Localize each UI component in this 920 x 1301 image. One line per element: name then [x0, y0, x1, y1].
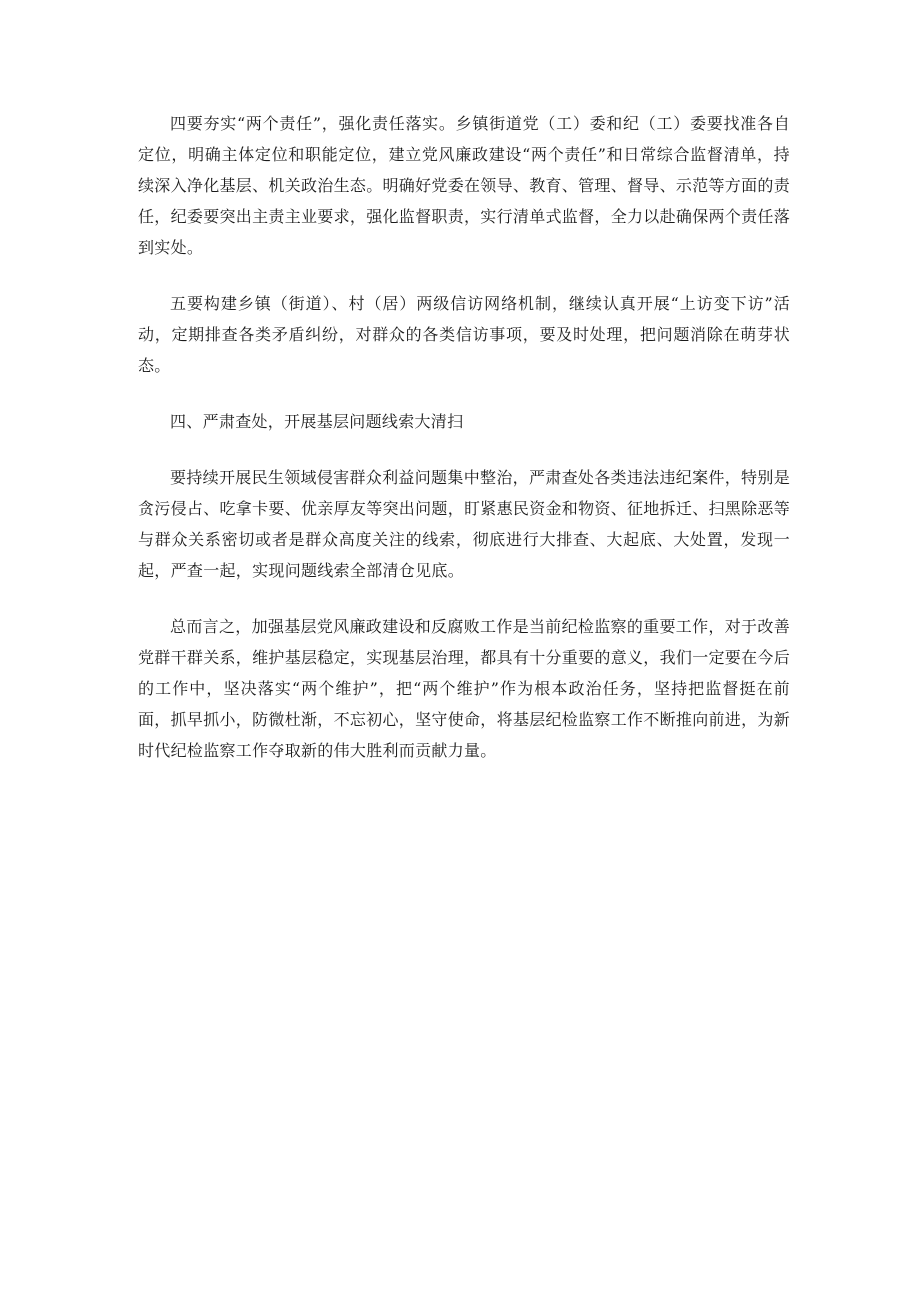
paragraph-investigation: 要持续开展民生领域侵害群众利益问题集中整治，严肃查处各类违法违纪案件，特别是贪污侵占、吃拿卡要、优亲厚友等突出问题，盯紧惠民资金和物资、征地拆迁、扫黑除恶等与群众关系密切或者是群众高度关注的线索，彻底进行大排查、大起底、大处置，发现一起，严查一起，实现问题线索全部清仓见底。	[138, 468, 791, 580]
document-body	[138, 108, 790, 766]
section-heading-four: 四、严肃查处，开展基层问题线索大清扫	[170, 412, 464, 431]
paragraph-two-responsibilities: 四要夯实“两个责任”，强化责任落实。乡镇街道党（工）委和纪（工）委要找准各自定位，明确主体定位和职能定位，建立党风廉政建设“两个责任”和日常综合监督清单，持续深入净化基层、机关政治生态。明确好党委在领导、教育、管理、督导、示范等方面的责任，纪委要突出主责主业要求，强化监督职责，实行清单式监督，全力以赴确保两个责任落到实处。	[138, 114, 791, 257]
paragraph-petition-network: 五要构建乡镇（街道）、村（居）两级信访网络机制，继续认真开展“上访变下访”活动，定期排查各类矛盾纠纷，对群众的各类信访事项，要及时处理，把问题消除在萌芽状态。	[138, 294, 790, 375]
paragraph-conclusion: 总而言之，加强基层党风廉政建设和反腐败工作是当前纪检监察的重要工作，对于改善党群干群关系，维护基层稳定，实现基层治理，都具有十分重要的意义，我们一定要在今后的工作中，坚决落实“两个维护”，把“两个维护”作为根本政治任务，坚持把监督挺在前面，抓早抓小，防微杜渐，不忘初心，坚守使命，将基层纪检监察工作不断推向前进，为新时代纪检监察工作夺取新的伟大胜利而贡献力量。	[138, 617, 791, 760]
